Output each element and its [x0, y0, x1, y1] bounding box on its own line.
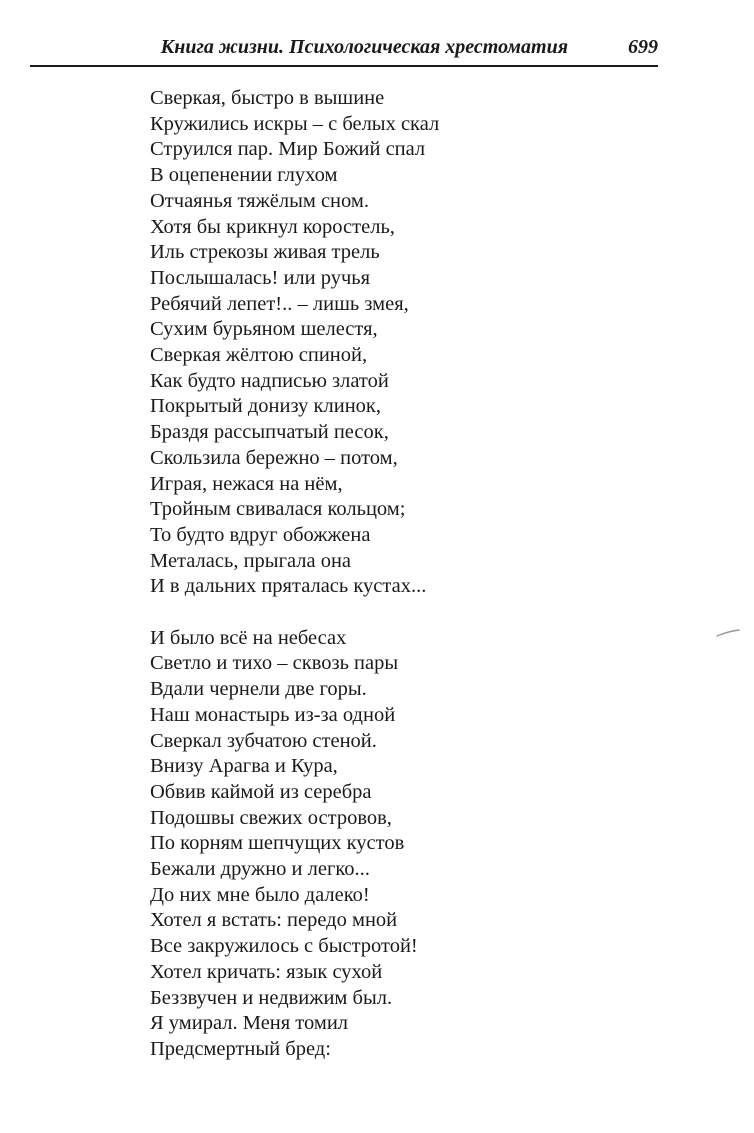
verse-line: Сверкал зубчатою стеной. [150, 729, 377, 752]
verse-line: И было всё на небесах [150, 626, 347, 649]
verse-line: Скользила бережно – потом, [150, 446, 398, 469]
running-title: Книга жизни. Психологическая хрестоматия [160, 36, 568, 58]
verse-line: Обвив каймой из серебра [150, 780, 372, 803]
verse-line: Как будто надписью златой [150, 369, 389, 392]
verse-line: В оцепенении глухом [150, 164, 338, 187]
verse-line: До них мне было далеко! [150, 883, 370, 906]
verse-line: Струился пар. Мир Божий спал [150, 138, 426, 161]
verse-line: Сверкая, быстро в вышине [150, 87, 385, 109]
verse-line: Бежали дружно и легко... [150, 858, 370, 881]
running-header [30, 30, 658, 66]
verse-line: Отчаянья тяжёлым сном. [150, 189, 369, 212]
stanza [150, 626, 620, 1063]
verse-line: Сухим бурьяном шелестя, [150, 318, 378, 341]
verse-line: Светло и тихо – сквозь пары [150, 652, 399, 675]
verse-line: Сверкая жёлтою спиной, [150, 344, 368, 367]
verse-line: Хотел я встать: передо мной [150, 909, 398, 932]
stanza [150, 86, 620, 600]
verse-line: Наш монастырь из-за одной [150, 703, 396, 726]
verse-line: Вдали чернели две горы. [150, 678, 367, 701]
verse-line: Беззвучен и недвижим был. [150, 986, 393, 1009]
verse-line: Послышалась! или ручья [150, 266, 371, 289]
verse-line: Подошвы свежих островов, [150, 806, 392, 829]
verse-line: Иль стрекозы живая трель [150, 241, 380, 264]
verse-line: Хотел кричать: язык сухой [150, 960, 383, 983]
verse-line: Внизу Арагва и Кура, [150, 755, 338, 778]
verse-line: Ребячий лепет!.. – лишь змея, [150, 292, 409, 315]
verse-line: Играя, нежася на нём, [150, 472, 343, 495]
verse-line: Предсмертный бред: [150, 1038, 331, 1060]
margin-pencil-mark [716, 628, 740, 638]
verse-line: Металась, прыгала она [150, 549, 352, 572]
verse-line: Все закружилось с быстротой! [150, 935, 418, 958]
poem-text [150, 86, 620, 1063]
verse-line: Я умирал. Меня томил [150, 1012, 349, 1035]
verse-line: По корням шепчущих кустов [150, 832, 405, 855]
verse-line: И в дальних пряталась кустах... [150, 575, 427, 598]
verse-line: Тройным свивалася кольцом; [150, 498, 406, 521]
verse-line: Кружились искры – с белых скал [150, 112, 440, 135]
verse-line: То будто вдруг обожжена [150, 523, 371, 546]
header-rule [30, 65, 658, 67]
verse-line: Покрытый донизу клинок, [150, 395, 381, 418]
verse-line: Браздя рассыпчатый песок, [150, 421, 389, 444]
verse-line: Хотя бы крикнул коростель, [150, 215, 395, 238]
page-number: 699 [628, 36, 658, 58]
